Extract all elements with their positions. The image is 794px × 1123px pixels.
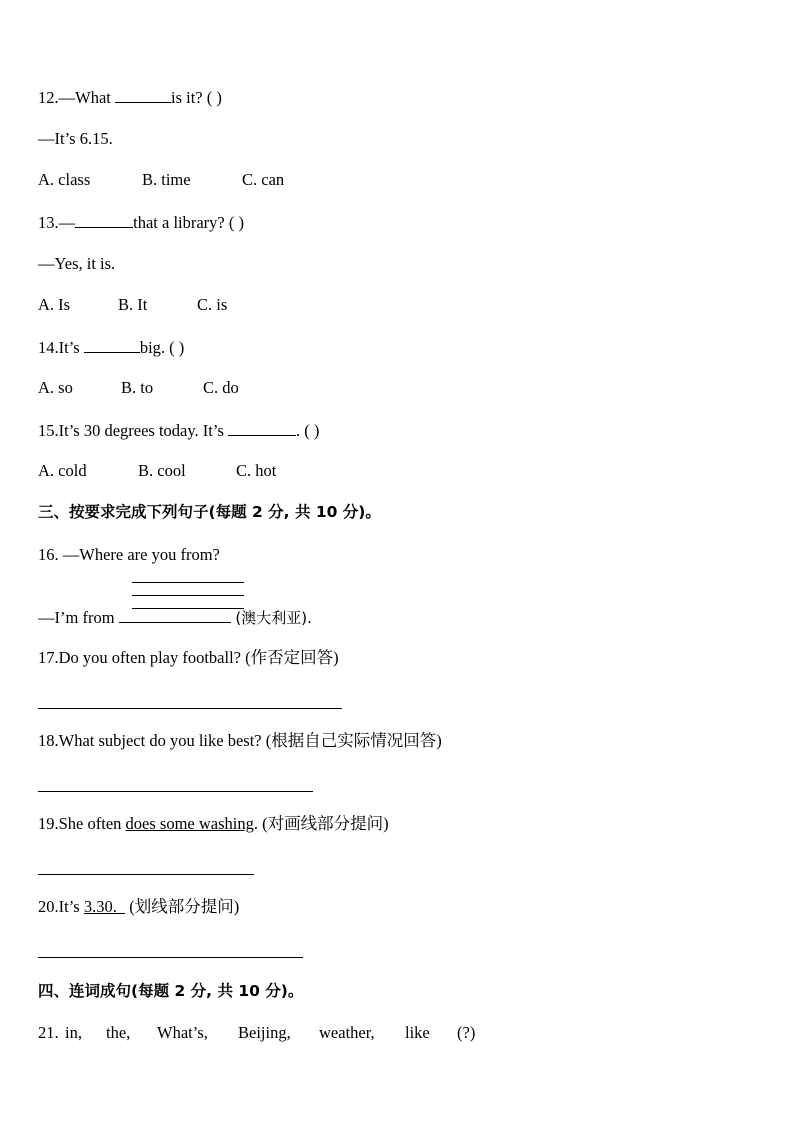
q16-question: 16. —Where are you from? (38, 545, 220, 564)
q21-word-7: (?) (457, 1023, 476, 1042)
section-3-heading: 三、按要求完成下列句子(每题 2 分, 共 10 分)。 (38, 503, 381, 521)
q21-word-1: in, (65, 1023, 82, 1042)
q19-text-after: . (对画线部分提问) (253, 814, 389, 833)
q20-question (38, 897, 239, 917)
q19-underlined-phrase: does some washing (125, 814, 254, 833)
q12-blank[interactable] (115, 87, 171, 103)
q15-stem (38, 420, 319, 441)
q13-blank[interactable] (75, 212, 133, 228)
q15-blank[interactable] (228, 420, 296, 436)
q15-option-c[interactable]: C. hot (236, 461, 277, 480)
q12-reply: —It’s 6.15. (38, 129, 113, 148)
q12-option-c[interactable]: C. can (242, 170, 285, 189)
q13-option-a[interactable]: A. Is (38, 295, 71, 314)
q21-word-3: What’s, (157, 1023, 208, 1042)
section-4-heading: 四、连词成句(每题 2 分, 共 10 分)。 (38, 982, 304, 1000)
q13-stem-before: 13.— (38, 213, 76, 232)
q12-stem-after: is it? ( ) (170, 88, 222, 107)
q15-options (38, 461, 276, 481)
q16-answer-line-1[interactable] (132, 582, 244, 583)
q15-stem-before: 15.It’s 30 degrees today. It’s (38, 421, 229, 440)
q14-option-b[interactable]: B. to (121, 378, 154, 397)
q15-stem-after: . ( ) (296, 421, 320, 440)
q15-option-b[interactable]: B. cool (138, 461, 186, 480)
q16-answer-blank[interactable] (119, 607, 231, 623)
q14-option-c[interactable]: C. do (203, 378, 239, 397)
q14-options (38, 378, 239, 398)
q12-stem-before: 12.—What (38, 88, 115, 107)
q20-text-after: (划线部分提问) (125, 897, 240, 916)
q12-options (38, 170, 284, 190)
q13-stem (38, 212, 244, 233)
q16-answer-line-2[interactable] (132, 595, 244, 596)
q13-option-c[interactable]: C. is (197, 295, 228, 314)
q20-text-before: 20.It’s (38, 897, 84, 916)
q20-answer-line[interactable] (38, 957, 303, 958)
q13-stem-after: that a library? ( ) (133, 213, 244, 232)
q14-stem-before: 14.It’s (38, 338, 84, 357)
q14-option-a[interactable]: A. so (38, 378, 73, 397)
q14-stem-after: big. ( ) (139, 338, 185, 357)
q21-word-5: weather, (319, 1023, 375, 1042)
q18-question: 18.What subject do you like best? (根据自己实际情况回答) (38, 731, 442, 750)
q21-word-4: Beijing, (238, 1023, 291, 1042)
q16-reply (38, 607, 312, 628)
q17-answer-line[interactable] (38, 708, 342, 709)
q21-word-2: the, (106, 1023, 131, 1042)
q18-answer-line[interactable] (38, 791, 313, 792)
q12-option-a[interactable]: A. class (38, 170, 91, 189)
q19-question (38, 814, 389, 834)
q15-option-a[interactable]: A. cold (38, 461, 87, 480)
q16-reply-before: —I’m from (38, 608, 119, 627)
q13-reply: —Yes, it is. (38, 254, 116, 273)
q14-blank[interactable] (84, 337, 140, 353)
q19-answer-line[interactable] (38, 874, 254, 875)
q21-word-6: like (405, 1023, 430, 1042)
q17-question: 17.Do you often play football? (作否定回答) (38, 648, 339, 667)
q14-stem (38, 337, 184, 358)
q12-option-b[interactable]: B. time (142, 170, 191, 189)
q19-text-before: 19.She often (38, 814, 126, 833)
q12-stem (38, 87, 222, 108)
q16-reply-after: (澳大利亚). (230, 609, 312, 627)
q13-options (38, 295, 227, 315)
q20-underlined-phrase: 3.30. (83, 897, 126, 916)
q13-option-b[interactable]: B. It (118, 295, 148, 314)
q21-words (38, 1023, 475, 1043)
q21-number: 21. (38, 1023, 59, 1042)
